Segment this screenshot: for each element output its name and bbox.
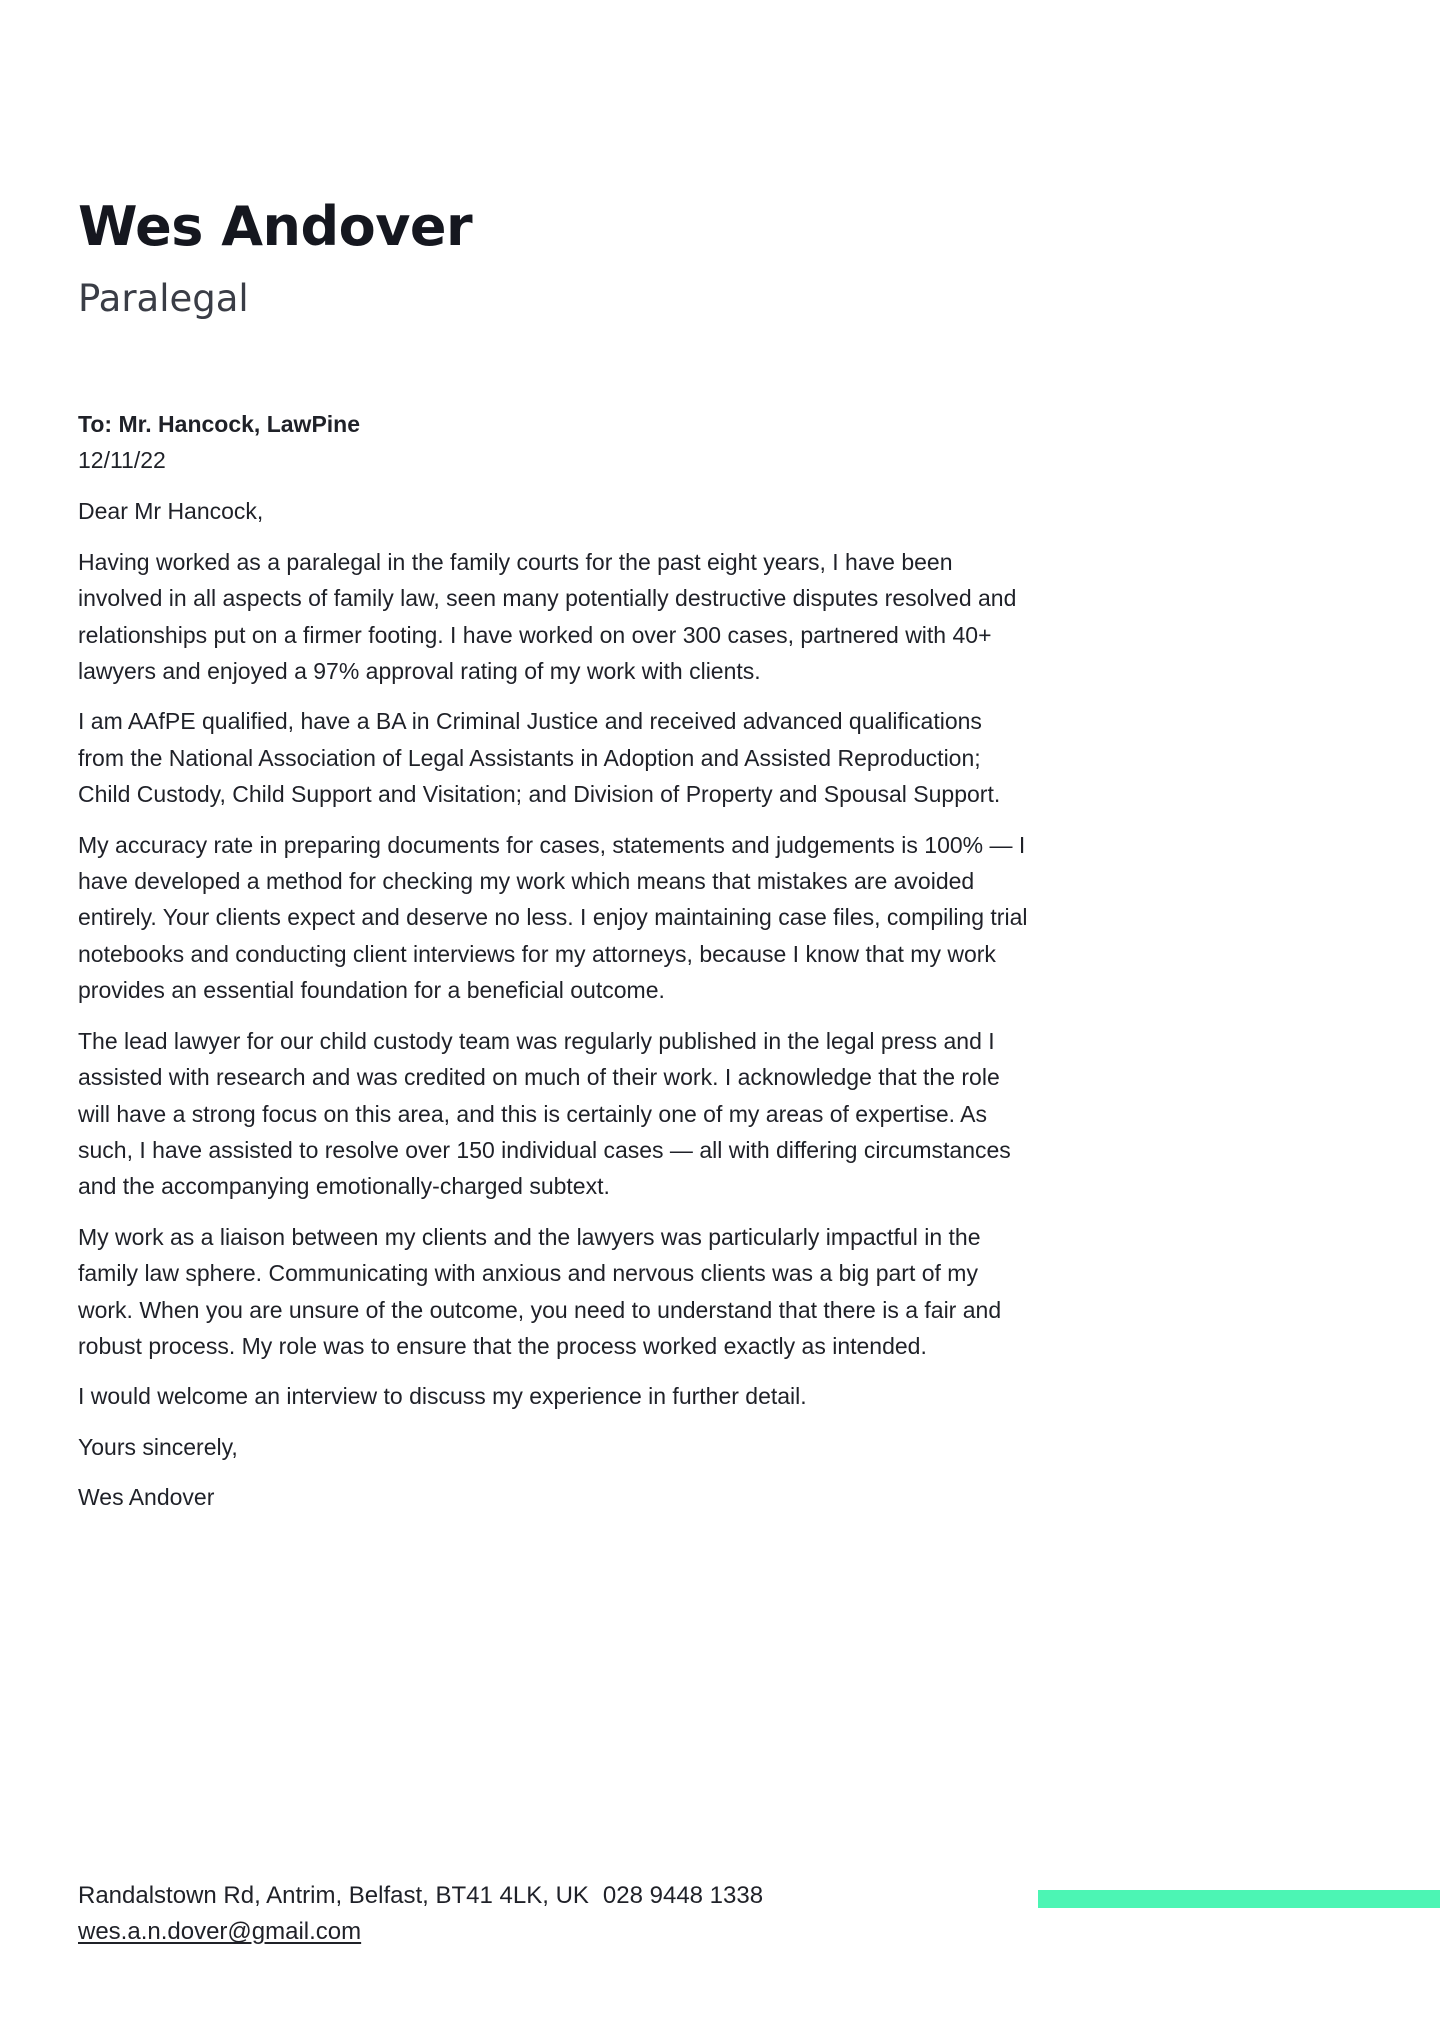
salutation: Dear Mr Hancock, — [78, 498, 264, 525]
paragraph-2: I am AAfPE qualified, have a BA in Criminal Justice and received advanced qualifications from the National Association of Legal Assistants in Adoption and Assisted Reproduction; Child Custody, Child Support and Visitation; and Division of Property and Spousal Support. — [78, 708, 1001, 808]
letter-date: 12/11/22 — [78, 447, 166, 473]
contact-footer — [78, 1878, 763, 1950]
applicant-name: Wes Andover — [78, 195, 473, 258]
letter-header — [78, 195, 978, 320]
email-link[interactable]: wes.a.n.dover@gmail.com — [78, 1918, 362, 1945]
signature: Wes Andover — [78, 1484, 215, 1511]
closing: Yours sincerely, — [78, 1433, 238, 1460]
letter-body — [78, 406, 1028, 1516]
email-line — [78, 1914, 763, 1950]
paragraph-6: I would welcome an interview to discuss my experience in further detail. — [78, 1383, 807, 1410]
recipient: To: Mr. Hancock, LawPine — [78, 411, 361, 437]
job-title: Paralegal — [78, 277, 249, 320]
paragraph-5: My work as a liaison between my clients and the lawyers was particularly impactful in the family law sphere. Communicating with anxious and nervous clients was a big part of my work. When you are unsure of the outcome, you need to understand that there is a fair and robust process. My role was to ensure that the process worked exactly as intended. — [78, 1223, 1002, 1359]
phone-number: 028 9448 1338 — [602, 1882, 764, 1909]
contact-line — [78, 1878, 763, 1914]
paragraph-1: Having worked as a paralegal in the family courts for the past eight years, I have been involved in all aspects of family law, seen many potentially destructive disputes resolved and relationships put on a firmer footing. I have worked on over 300 cases, partnered with 40+ lawyers and enjoyed a 97% approval rating of my work with clients. — [78, 548, 1017, 685]
paragraph-3: My accuracy rate in preparing documents for cases, statements and judgements is 100% — I have developed a method for checking my work which means that mistakes are avoided entirely. Your clients expect and deserve no less. I enjoy maintaining case files, compiling trial notebooks and conducting client interviews for my attorneys, because I know that my work provides an essential foundation for a beneficial outcome. — [78, 831, 1028, 1004]
accent-bar — [1038, 1890, 1440, 1908]
paragraph-4: The lead lawyer for our child custody team was regularly published in the legal press and I assisted with research and was credited on much of their work. I acknowledge that the role will have a strong focus on this area, and this is certainly one of my areas of expertise. As such, I have assisted to resolve over 150 individual cases — all with differing circumstances and the accompanying emotionally-charged subtext. — [78, 1027, 1011, 1200]
address: Randalstown Rd, Antrim, Belfast, BT41 4LK, UK — [78, 1882, 589, 1909]
